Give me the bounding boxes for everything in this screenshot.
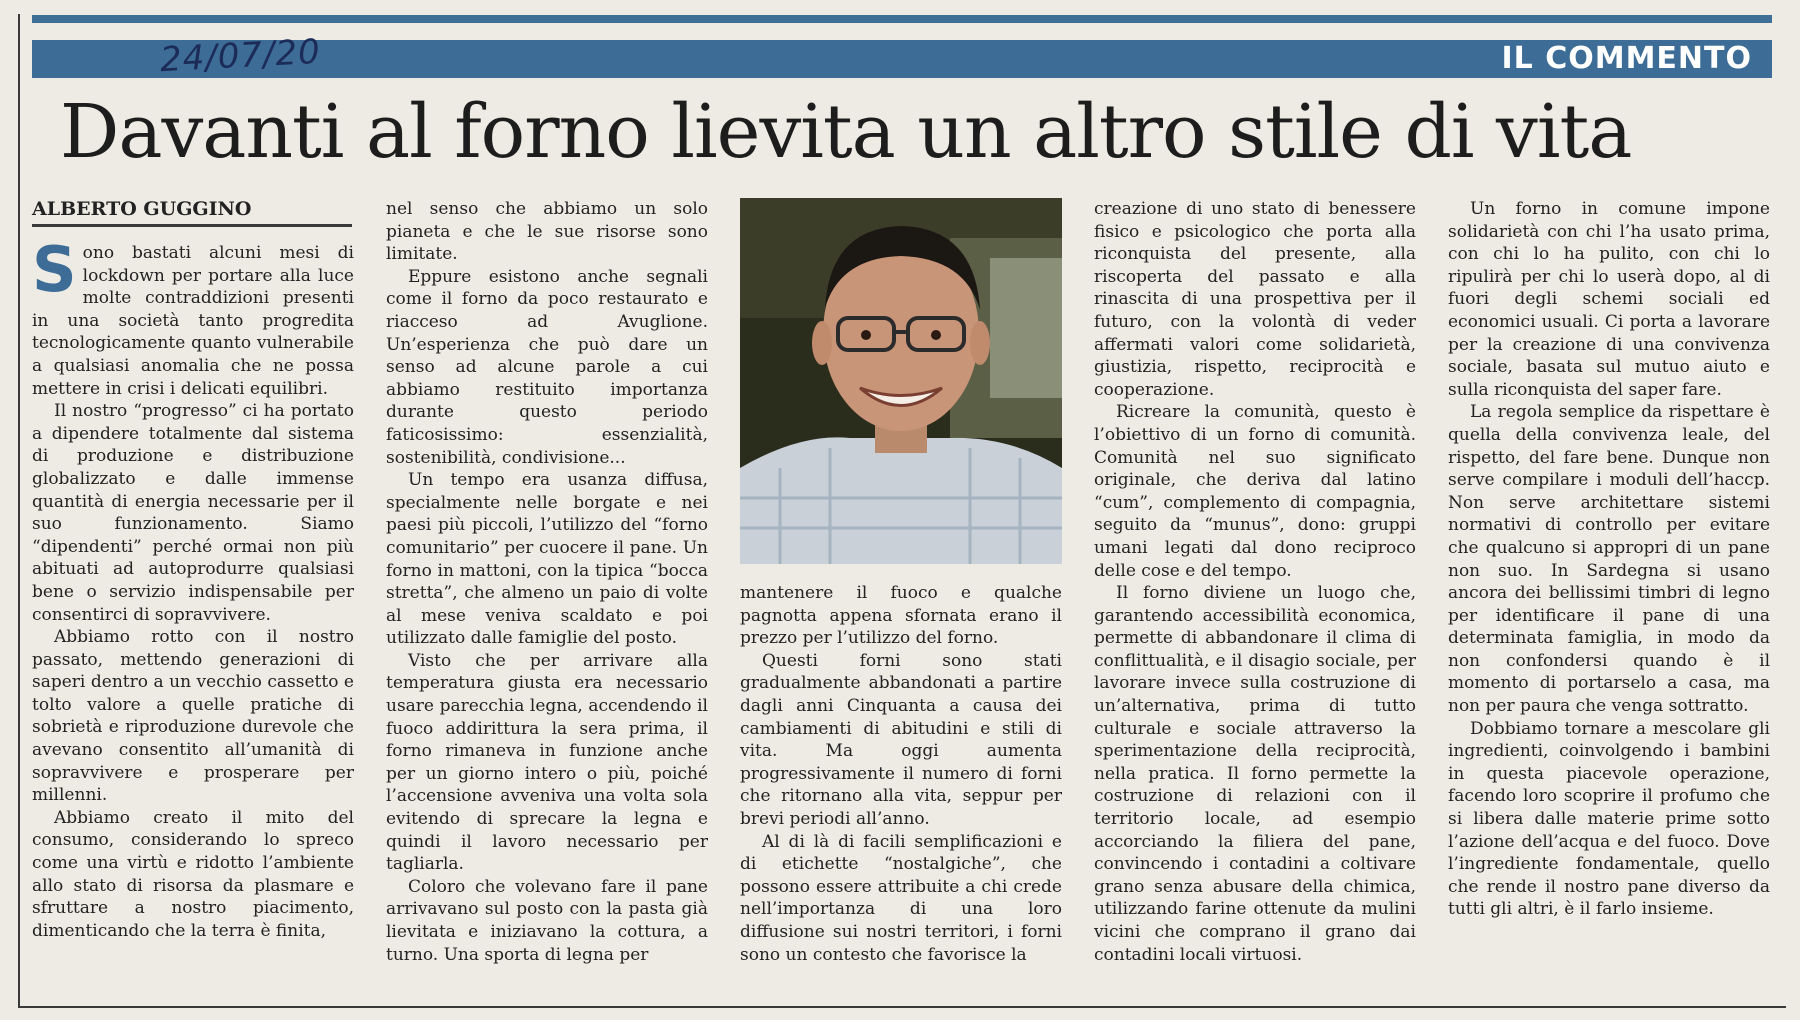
drop-cap: S: [32, 233, 77, 306]
paragraph: Abbiamo rotto con il nostro passato, mettendo generazioni di saperi dentro a un vecchio cassetto e tolto valore a quelle pratiche di sobrietà e riproduzione durevole che avevano consentito all’umanità di sopravvivere e prosperare per millenni.: [32, 627, 354, 806]
paragraph: Un forno in comune impone solidarietà con chi l’ha usato prima, con chi lo ha pulito, con chi lo ripulirà per chi lo userà dopo, al di fuori degli schemi sociali ed economici usuali. Ci porta a lavorare per la creazione di una convivenza sociale, basata sul mutuo aiuto e sulla riconquista del saper fare.: [1448, 199, 1770, 400]
paragraph: Eppure esistono anche segnali come il forno da poco restaurato e riacceso ad Avuglione. Un’esperienza che può dare un senso ad alcune parole a cui abbiamo restituito importanza durante questo periodo faticosissimo: essenzialità, sostenibilità, condivisione...: [386, 266, 708, 468]
paragraph: Visto che per arrivare alla temperatura giusta era necessario usare parecchia legna, accendendo il fuoco addirittura la sera prima, il forno rimaneva in funzione anche per un giorno intero o più, poiché l’accensione avveniva una volta sola evitendo di sprecare la legna e quindi il lavoro necessario per tagliarla.: [386, 650, 708, 875]
column-3: [740, 582, 1062, 966]
paragraph: mantenere il fuoco e qualche pagnotta appena sfornata erano il prezzo per l’utilizzo del forno.: [740, 583, 1062, 649]
column-5: [1448, 198, 1770, 921]
byline-rule: [32, 224, 352, 227]
paragraph: Al di là di facili semplificazioni e di etichette “nostalgiche”, che possono essere attribuite a chi crede nell’importanza di una loro diffusione sui nostri territori, i forni sono un contesto che favorisce la: [740, 831, 1062, 965]
column-2: [386, 198, 708, 966]
section-label: IL COMMENTO: [1468, 40, 1768, 78]
paragraph: nel senso che abbiamo un solo pianeta e che le sue risorse sono limitate.: [386, 199, 708, 265]
handwritten-date: 24/07/20: [159, 31, 322, 81]
paragraph: Un tempo era usanza diffusa, specialmente nelle borgate e nei paesi più piccoli, l’utilizzo del “forno comunitario” per cuocere il pane. Un forno in mattoni, con la tipica “bocca stretta”, che almeno un paio di volte al mese veniva scaldato e poi utilizzato dalle famiglie del posto.: [386, 470, 708, 649]
paragraph: creazione di uno stato di benessere fisico e psicologico che porta alla riconquista del presente, alla riscoperta del passato e alla rinascita di una prospettiva per il futuro, con la volontà di veder affermati valori come solidarietà, giustizia, rispetto, reciprocità e cooperazione.: [1094, 199, 1416, 400]
column-4: [1094, 198, 1416, 966]
column-1: [32, 233, 354, 942]
paragraph: Il nostro “progresso” ci ha portato a dipendere totalmente dal sistema di produzione e distribuzione globalizzato e dalle immense quantità di energia necessarie per il suo funzionamento. Siamo “dipendenti” perché ormai non più abituati ad autoprodurre qualsiasi bene o servizio indispensabile per consentirci di sopravvivere.: [32, 401, 354, 625]
paragraph: Questi forni sono stati gradualmente abbandonati a partire dagli anni Cinquanta a causa dei cambiamenti di abitudini e stili di vita. Ma oggi aumenta progressivamente il numero di forni che ritornano alla vita, seppur per brevi periodi all’anno.: [740, 650, 1062, 829]
paragraph: Ricreare la comunità, questo è l’obiettivo di un forno di comunità. Comunità nel suo significato originale, che deriva dal latino “cum”, complemento di compagnia, seguito da “munus”, dono: gruppi umani legati dal dono reciproco delle cose e del tempo.: [1094, 402, 1416, 581]
paragraph: Dobbiamo tornare a mescolare gli ingredienti, coinvolgendo i bambini in questa piacevole operazione, facendo loro scoprire il profumo che si libera dalle materie prime sotto l’azione dell’acqua e del fuoco. Dove l’ingrediente fondamentale, quello che rende il nostro pane diverso da tutti gli altri, è il farlo insieme.: [1448, 718, 1770, 920]
paragraph: Abbiamo creato il mito del consumo, considerando lo spreco come una virtù e ridotto l’ambiente allo stato di risorsa da plasmare e sfruttare a nostro piacimento, dimenticando che la terra è finita,: [32, 807, 354, 941]
author-byline: ALBERTO GUGGINO: [32, 198, 252, 220]
headline: Davanti al forno lievita un altro stile di vita: [60, 89, 1632, 175]
paragraph: La regola semplice da rispettare è quella della convivenza leale, del rispetto, del fare bene. Dunque non serve compilare i moduli dell’haccp. Non serve architettare sistemi normativi di controllo per evitare che qualcuno si appropri di un pane non suo. In Sardegna si usano ancora dei bellissimi timbri di legno per identificare il pane di una determinata famiglia, in modo da non confondersi quando è il momento di portarselo a casa, ma non per paura che venga sottratto.: [1448, 402, 1770, 717]
paragraph: Sono bastati alcuni mesi di lockdown per portare alla luce molte contraddizioni presenti in una società tanto progredita tecnologicamente quanto vulnerabile a qualsiasi anomalia che ne possa mettere in crisi i delicati equilibri.: [32, 233, 354, 399]
paragraph: Coloro che volevano fare il pane arrivavano sul posto con la pasta già lievitata e iniziavano la cottura, a turno. Una sporta di legna per: [386, 876, 708, 965]
author-photo: [740, 198, 1062, 564]
paragraph: Il forno diviene un luogo che, garantendo accessibilità economica, permette di abbandonare il clima di conflittualità, e il disagio sociale, per lavorare invece sulla costruzione di un’alternativa, prima di tutto culturale e sociale attraverso la sperimentazione della reciprocità, nella pratica. Il forno permette la costruzione di relazioni con il territorio locale, ad esempio accorciando la filiera del pane, convincendo i contadini a coltivare grano senza abusare della chimica, utilizzando farine ottenute da mulini vicini che comprano il grano dai contadini locali virtuosi.: [1094, 583, 1416, 965]
top-rule: [32, 15, 1772, 23]
